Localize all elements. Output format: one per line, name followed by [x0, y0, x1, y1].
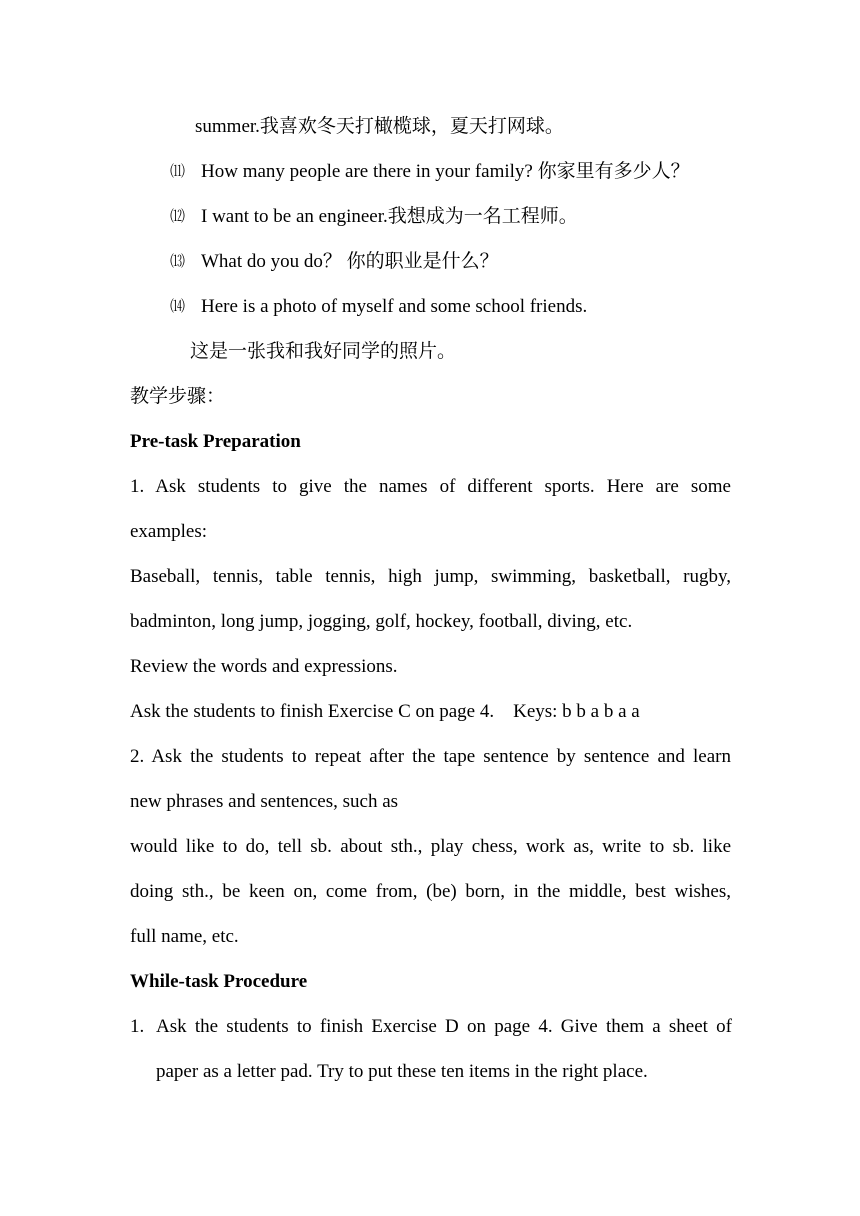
vocab-item-13-number: ⒀ — [170, 254, 186, 270]
vocab-item-12: I want to be an engineer.我想成为一名工程师。 — [201, 206, 578, 227]
pre-task-step-1-line-2: examples: — [130, 521, 208, 542]
vocab-item-12-number: ⑿ — [170, 209, 186, 225]
phrases-line-2: doing sth., be keen on, come from, (be) born, in the middle, best wishes, — [130, 881, 731, 902]
vocab-item-10-continuation: summer.我喜欢冬天打橄榄球，夏天打网球。 — [195, 116, 564, 137]
phrases-line-3: full name, etc. — [130, 926, 239, 947]
pre-task-step-2-line-2: new phrases and sentences, such as — [130, 791, 399, 812]
phrases-line-1: would like to do, tell sb. about sth., play chess, work as, write to sb. like — [130, 836, 731, 857]
while-task-heading: While-task Procedure — [130, 971, 308, 992]
vocab-item-11-number: ⑾ — [170, 164, 186, 180]
vocab-item-13: What do you do？ 你的职业是什么？ — [201, 251, 499, 272]
exercise-c-instruction: Ask the students to finish Exercise C on page 4. Keys: b b a b a a — [130, 701, 640, 722]
pre-task-step-2-line-1: 2. Ask the students to repeat after the tape sentence by sentence and learn — [130, 746, 731, 767]
vocab-item-14-translation: 这是一张我和我好同学的照片。 — [190, 341, 457, 362]
review-instruction: Review the words and expressions. — [130, 656, 398, 677]
while-task-item-1-number: 1. — [130, 1016, 145, 1037]
sports-list-line-2: badminton, long jump, jogging, golf, hockey, football, diving, etc. — [130, 611, 633, 632]
pre-task-step-1-line-1: 1. Ask students to give the names of different sports. Here are some — [130, 476, 731, 497]
while-task-item-1-line-1: Ask the students to finish Exercise D on page 4. Give them a sheet of — [156, 1016, 732, 1037]
vocab-item-14: Here is a photo of myself and some school friends. — [201, 296, 588, 317]
vocab-item-14-number: ⒁ — [170, 299, 186, 315]
vocab-item-11: How many people are there in your family? 你家里有多少人？ — [201, 161, 690, 182]
while-task-item-1-line-2: paper as a letter pad. Try to put these ten items in the right place. — [156, 1061, 648, 1082]
pre-task-heading: Pre-task Preparation — [130, 431, 301, 452]
sports-list-line-1: Baseball, tennis, table tennis, high jump, swimming, basketball, rugby, — [130, 566, 731, 587]
teaching-steps-heading: 教学步骤： — [130, 386, 226, 407]
